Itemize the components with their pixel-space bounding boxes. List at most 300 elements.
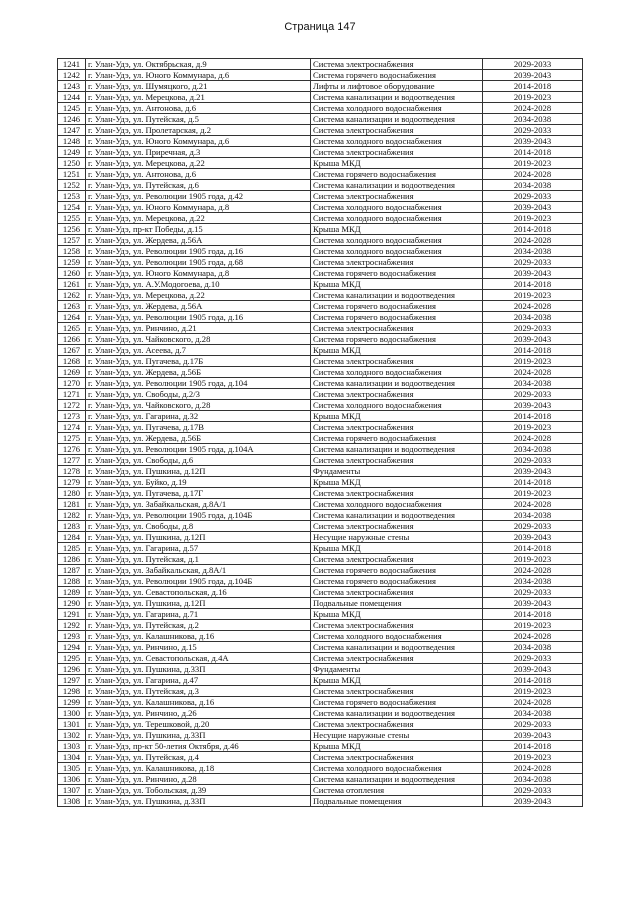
table-row [58, 224, 583, 235]
table-row [58, 180, 583, 191]
repair-period-cell: 2039-2043 [483, 598, 583, 609]
repair-period-cell: 2019-2023 [483, 488, 583, 499]
row-number-cell: 1296 [58, 664, 86, 675]
repair-period-cell: 2014-2018 [483, 279, 583, 290]
building-system-cell: Система электроснабжения [311, 587, 483, 598]
address-cell: г. Улан-Удэ, ул. Путейская, д.1 [86, 554, 311, 565]
row-number-cell: 1245 [58, 103, 86, 114]
building-system-cell: Система горячего водоснабжения [311, 301, 483, 312]
building-system-cell: Система электроснабжения [311, 191, 483, 202]
address-cell: г. Улан-Удэ, ул. Юного Коммунара, д.6 [86, 136, 311, 147]
table-row [58, 70, 583, 81]
repair-period-cell: 2029-2033 [483, 719, 583, 730]
building-system-cell: Система электроснабжения [311, 455, 483, 466]
table-row [58, 488, 583, 499]
repair-period-cell: 2029-2033 [483, 587, 583, 598]
address-cell: г. Улан-Удэ, ул. Пушкина, д.33П [86, 664, 311, 675]
repair-period-cell: 2019-2023 [483, 356, 583, 367]
row-number-cell: 1304 [58, 752, 86, 763]
row-number-cell: 1285 [58, 543, 86, 554]
repair-period-cell: 2039-2043 [483, 202, 583, 213]
address-cell: г. Улан-Удэ, ул. Путейская, д.5 [86, 114, 311, 125]
repair-period-cell: 2034-2038 [483, 114, 583, 125]
address-cell: г. Улан-Удэ, ул. Революции 1905 года, д.104А [86, 444, 311, 455]
repair-period-cell: 2014-2018 [483, 543, 583, 554]
table-row [58, 257, 583, 268]
row-number-cell: 1242 [58, 70, 86, 81]
row-number-cell: 1291 [58, 609, 86, 620]
table-row [58, 708, 583, 719]
row-number-cell: 1247 [58, 125, 86, 136]
address-cell: г. Улан-Удэ, ул. Жердева, д.56Б [86, 433, 311, 444]
address-cell: г. Улан-Удэ, ул. Гагарина, д.71 [86, 609, 311, 620]
table-row [58, 796, 583, 807]
building-system-cell: Система горячего водоснабжения [311, 169, 483, 180]
building-system-cell: Крыша МКД [311, 224, 483, 235]
repair-period-cell: 2029-2033 [483, 389, 583, 400]
building-system-cell: Система канализации и водоотведения [311, 180, 483, 191]
repair-period-cell: 2039-2043 [483, 70, 583, 81]
table-row [58, 565, 583, 576]
building-system-cell: Система холодного водоснабжения [311, 400, 483, 411]
table-row [58, 675, 583, 686]
repair-period-cell: 2014-2018 [483, 147, 583, 158]
building-system-cell: Система электроснабжения [311, 554, 483, 565]
building-system-cell: Система канализации и водоотведения [311, 378, 483, 389]
table-row [58, 246, 583, 257]
repair-period-cell: 2039-2043 [483, 334, 583, 345]
row-number-cell: 1274 [58, 422, 86, 433]
building-system-cell: Лифты и лифтовое оборудование [311, 81, 483, 92]
building-system-cell: Фундаменты [311, 664, 483, 675]
repair-period-cell: 2024-2028 [483, 367, 583, 378]
row-number-cell: 1300 [58, 708, 86, 719]
table-body [58, 59, 583, 807]
row-number-cell: 1273 [58, 411, 86, 422]
address-cell: г. Улан-Удэ, ул. Юного Коммунара, д.6 [86, 70, 311, 81]
row-number-cell: 1284 [58, 532, 86, 543]
row-number-cell: 1263 [58, 301, 86, 312]
building-system-cell: Крыша МКД [311, 675, 483, 686]
building-system-cell: Система электроснабжения [311, 653, 483, 664]
building-system-cell: Крыша МКД [311, 477, 483, 488]
address-cell: г. Улан-Удэ, ул. Забайкальская, д.8А/1 [86, 565, 311, 576]
building-system-cell: Система горячего водоснабжения [311, 70, 483, 81]
row-number-cell: 1275 [58, 433, 86, 444]
row-number-cell: 1255 [58, 213, 86, 224]
address-cell: г. Улан-Удэ, ул. Пушкина, д.12П [86, 598, 311, 609]
table-row [58, 466, 583, 477]
address-cell: г. Улан-Удэ, ул. Революции 1905 года, д.68 [86, 257, 311, 268]
repair-period-cell: 2014-2018 [483, 675, 583, 686]
repair-period-cell: 2024-2028 [483, 565, 583, 576]
building-system-cell: Система электроснабжения [311, 488, 483, 499]
repair-period-cell: 2034-2038 [483, 246, 583, 257]
repair-period-cell: 2024-2028 [483, 631, 583, 642]
repair-period-cell: 2014-2018 [483, 741, 583, 752]
address-cell: г. Улан-Удэ, ул. Юного Коммунара, д.8 [86, 202, 311, 213]
row-number-cell: 1278 [58, 466, 86, 477]
table-row [58, 477, 583, 488]
building-system-cell: Несущие наружные стены [311, 730, 483, 741]
repair-period-cell: 2029-2033 [483, 59, 583, 70]
building-system-cell: Система электроснабжения [311, 686, 483, 697]
row-number-cell: 1301 [58, 719, 86, 730]
address-cell: г. Улан-Удэ, ул. Путейская, д.3 [86, 686, 311, 697]
address-cell: г. Улан-Удэ, ул. Жердева, д.56А [86, 235, 311, 246]
row-number-cell: 1290 [58, 598, 86, 609]
table-row [58, 290, 583, 301]
repair-period-cell: 2034-2038 [483, 642, 583, 653]
row-number-cell: 1303 [58, 741, 86, 752]
address-cell: г. Улан-Удэ, ул. Революции 1905 года, д.16 [86, 246, 311, 257]
address-cell: г. Улан-Удэ, ул. Революции 1905 года, д.16 [86, 312, 311, 323]
table-row [58, 774, 583, 785]
building-system-cell: Система канализации и водоотведения [311, 510, 483, 521]
row-number-cell: 1307 [58, 785, 86, 796]
table-row [58, 631, 583, 642]
address-cell: г. Улан-Удэ, ул. Юного Коммунара, д.8 [86, 268, 311, 279]
building-system-cell: Система горячего водоснабжения [311, 576, 483, 587]
table-row [58, 125, 583, 136]
table-row [58, 59, 583, 70]
row-number-cell: 1269 [58, 367, 86, 378]
table-row [58, 532, 583, 543]
address-cell: г. Улан-Удэ, ул. Свободы, д.6 [86, 455, 311, 466]
building-system-cell: Система электроснабжения [311, 521, 483, 532]
row-number-cell: 1293 [58, 631, 86, 642]
repair-period-cell: 2029-2033 [483, 521, 583, 532]
address-cell: г. Улан-Удэ, ул. Приречная, д.3 [86, 147, 311, 158]
row-number-cell: 1295 [58, 653, 86, 664]
address-cell: г. Улан-Удэ, ул. Пушкина, д.12П [86, 466, 311, 477]
repair-period-cell: 2034-2038 [483, 510, 583, 521]
address-cell: г. Улан-Удэ, ул. Пушкина, д.12П [86, 532, 311, 543]
building-system-cell: Крыша МКД [311, 345, 483, 356]
building-system-cell: Система холодного водоснабжения [311, 246, 483, 257]
repair-period-cell: 2019-2023 [483, 158, 583, 169]
building-system-cell: Система электроснабжения [311, 257, 483, 268]
address-cell: г. Улан-Удэ, ул. Революции 1905 года, д.42 [86, 191, 311, 202]
address-cell: г. Улан-Удэ, ул. Гагарина, д.57 [86, 543, 311, 554]
building-system-cell: Система электроснабжения [311, 422, 483, 433]
repair-period-cell: 2034-2038 [483, 774, 583, 785]
row-number-cell: 1241 [58, 59, 86, 70]
table-row [58, 763, 583, 774]
repair-period-cell: 2034-2038 [483, 576, 583, 587]
table-row [58, 719, 583, 730]
address-cell: г. Улан-Удэ, ул. Октябрьская, д.9 [86, 59, 311, 70]
address-cell: г. Улан-Удэ, ул. Пугачева, д.17Б [86, 356, 311, 367]
repair-period-cell: 2029-2033 [483, 455, 583, 466]
address-cell: г. Улан-Удэ, ул. Чайковского, д.28 [86, 334, 311, 345]
building-system-cell: Система канализации и водоотведения [311, 444, 483, 455]
row-number-cell: 1268 [58, 356, 86, 367]
building-system-cell: Крыша МКД [311, 158, 483, 169]
repair-period-cell: 2039-2043 [483, 730, 583, 741]
repair-period-cell: 2019-2023 [483, 752, 583, 763]
row-number-cell: 1289 [58, 587, 86, 598]
building-system-cell: Крыша МКД [311, 411, 483, 422]
table-row [58, 191, 583, 202]
building-system-cell: Система электроснабжения [311, 323, 483, 334]
table-row [58, 785, 583, 796]
table-row [58, 576, 583, 587]
row-number-cell: 1254 [58, 202, 86, 213]
table-row [58, 268, 583, 279]
address-cell: г. Улан-Удэ, пр-кт Победы, д.15 [86, 224, 311, 235]
building-system-cell: Система канализации и водоотведения [311, 708, 483, 719]
building-system-cell: Система горячего водоснабжения [311, 268, 483, 279]
building-system-cell: Система холодного водоснабжения [311, 499, 483, 510]
address-cell: г. Улан-Удэ, ул. Путейская, д.6 [86, 180, 311, 191]
table-row [58, 92, 583, 103]
table-row [58, 334, 583, 345]
repair-period-cell: 2024-2028 [483, 235, 583, 246]
row-number-cell: 1257 [58, 235, 86, 246]
repair-period-cell: 2029-2033 [483, 257, 583, 268]
row-number-cell: 1249 [58, 147, 86, 158]
building-system-cell: Система электроснабжения [311, 752, 483, 763]
row-number-cell: 1294 [58, 642, 86, 653]
address-cell: г. Улан-Удэ, ул. Мерецкова, д.22 [86, 213, 311, 224]
table-row [58, 455, 583, 466]
repair-period-cell: 2039-2043 [483, 796, 583, 807]
row-number-cell: 1283 [58, 521, 86, 532]
table-row [58, 81, 583, 92]
repair-period-cell: 2014-2018 [483, 345, 583, 356]
building-system-cell: Система канализации и водоотведения [311, 290, 483, 301]
table-row [58, 554, 583, 565]
address-cell: г. Улан-Удэ, ул. Революции 1905 года, д.104Б [86, 576, 311, 587]
row-number-cell: 1276 [58, 444, 86, 455]
row-number-cell: 1306 [58, 774, 86, 785]
row-number-cell: 1272 [58, 400, 86, 411]
table-row [58, 752, 583, 763]
row-number-cell: 1258 [58, 246, 86, 257]
row-number-cell: 1287 [58, 565, 86, 576]
repair-period-cell: 2019-2023 [483, 213, 583, 224]
table-row [58, 422, 583, 433]
repair-period-cell: 2014-2018 [483, 477, 583, 488]
repair-period-cell: 2039-2043 [483, 136, 583, 147]
building-system-cell: Система холодного водоснабжения [311, 763, 483, 774]
repair-period-cell: 2019-2023 [483, 686, 583, 697]
table-row [58, 147, 583, 158]
repair-period-cell: 2024-2028 [483, 763, 583, 774]
table-row [58, 664, 583, 675]
repair-period-cell: 2024-2028 [483, 697, 583, 708]
building-system-cell: Система горячего водоснабжения [311, 433, 483, 444]
building-system-cell: Система горячего водоснабжения [311, 565, 483, 576]
table-row [58, 389, 583, 400]
address-cell: г. Улан-Удэ, ул. Революции 1905 года, д.104 [86, 378, 311, 389]
address-cell: г. Улан-Удэ, ул. Жердева, д.56А [86, 301, 311, 312]
address-cell: г. Улан-Удэ, ул. Путейская, д.2 [86, 620, 311, 631]
address-cell: г. Улан-Удэ, ул. Калашникова, д.18 [86, 763, 311, 774]
table-row [58, 609, 583, 620]
address-cell: г. Улан-Удэ, ул. Пугачева, д.17В [86, 422, 311, 433]
table-row [58, 323, 583, 334]
repair-period-cell: 2014-2018 [483, 411, 583, 422]
address-cell: г. Улан-Удэ, ул. Свободы, д.2/3 [86, 389, 311, 400]
table-row [58, 301, 583, 312]
repair-period-cell: 2014-2018 [483, 609, 583, 620]
repair-period-cell: 2034-2038 [483, 708, 583, 719]
address-cell: г. Улан-Удэ, ул. Путейская, д.4 [86, 752, 311, 763]
table-row [58, 345, 583, 356]
table-row [58, 367, 583, 378]
table-row [58, 114, 583, 125]
row-number-cell: 1264 [58, 312, 86, 323]
address-cell: г. Улан-Удэ, ул. Пушкина, д.33П [86, 796, 311, 807]
row-number-cell: 1281 [58, 499, 86, 510]
address-cell: г. Улан-Удэ, ул. Севастопольская, д.16 [86, 587, 311, 598]
building-system-cell: Система электроснабжения [311, 389, 483, 400]
building-system-cell: Несущие наружные стены [311, 532, 483, 543]
building-system-cell: Система холодного водоснабжения [311, 235, 483, 246]
row-number-cell: 1299 [58, 697, 86, 708]
table-row [58, 202, 583, 213]
building-system-cell: Подвальные помещения [311, 796, 483, 807]
repair-period-cell: 2024-2028 [483, 301, 583, 312]
row-number-cell: 1292 [58, 620, 86, 631]
address-cell: г. Улан-Удэ, ул. Ринчино, д.26 [86, 708, 311, 719]
building-system-cell: Система электроснабжения [311, 147, 483, 158]
row-number-cell: 1261 [58, 279, 86, 290]
row-number-cell: 1248 [58, 136, 86, 147]
table-row [58, 235, 583, 246]
row-number-cell: 1246 [58, 114, 86, 125]
row-number-cell: 1279 [58, 477, 86, 488]
page-header: Страница 147 [284, 21, 356, 33]
row-number-cell: 1259 [58, 257, 86, 268]
address-cell: г. Улан-Удэ, ул. Буйко, д.19 [86, 477, 311, 488]
address-cell: г. Улан-Удэ, ул. Жердева, д.56Б [86, 367, 311, 378]
row-number-cell: 1271 [58, 389, 86, 400]
row-number-cell: 1298 [58, 686, 86, 697]
table-row [58, 213, 583, 224]
address-cell: г. Улан-Удэ, ул. Тобольская, д.39 [86, 785, 311, 796]
repair-period-cell: 2039-2043 [483, 532, 583, 543]
repair-period-cell: 2024-2028 [483, 499, 583, 510]
table-row [58, 653, 583, 664]
address-cell: г. Улан-Удэ, ул. Антонова, д.6 [86, 103, 311, 114]
table-row [58, 378, 583, 389]
repair-period-cell: 2039-2043 [483, 466, 583, 477]
table-row [58, 521, 583, 532]
building-system-cell: Система горячего водоснабжения [311, 334, 483, 345]
address-cell: г. Улан-Удэ, ул. Пушкина, д.33П [86, 730, 311, 741]
table-row [58, 587, 583, 598]
address-cell: г. Улан-Удэ, ул. Калашникова, д.16 [86, 631, 311, 642]
row-number-cell: 1243 [58, 81, 86, 92]
table-row [58, 686, 583, 697]
row-number-cell: 1270 [58, 378, 86, 389]
building-system-cell: Подвальные помещения [311, 598, 483, 609]
building-system-cell: Крыша МКД [311, 279, 483, 290]
repair-period-cell: 2034-2038 [483, 378, 583, 389]
row-number-cell: 1305 [58, 763, 86, 774]
row-number-cell: 1260 [58, 268, 86, 279]
table-row [58, 620, 583, 631]
repair-period-cell: 2014-2018 [483, 224, 583, 235]
repair-period-cell: 2029-2033 [483, 653, 583, 664]
building-system-cell: Система холодного водоснабжения [311, 213, 483, 224]
repair-period-cell: 2029-2033 [483, 785, 583, 796]
building-system-cell: Система канализации и водоотведения [311, 774, 483, 785]
address-cell: г. Улан-Удэ, ул. Гагарина, д.32 [86, 411, 311, 422]
row-number-cell: 1282 [58, 510, 86, 521]
address-cell: г. Улан-Удэ, ул. Ринчино, д.21 [86, 323, 311, 334]
address-cell: г. Улан-Удэ, ул. Мерецкова, д.22 [86, 158, 311, 169]
address-cell: г. Улан-Удэ, ул. Свободы, д.8 [86, 521, 311, 532]
building-system-cell: Крыша МКД [311, 543, 483, 554]
address-cell: г. Улан-Удэ, ул. Чайковского, д.28 [86, 400, 311, 411]
table-row [58, 543, 583, 554]
address-cell: г. Улан-Удэ, ул. Асеева, д.7 [86, 345, 311, 356]
address-cell: г. Улан-Удэ, ул. Шумяцкого, д.21 [86, 81, 311, 92]
row-number-cell: 1262 [58, 290, 86, 301]
repair-period-cell: 2024-2028 [483, 169, 583, 180]
repair-period-cell: 2019-2023 [483, 92, 583, 103]
repair-period-cell: 2014-2018 [483, 81, 583, 92]
building-system-cell: Система электроснабжения [311, 356, 483, 367]
table-row [58, 730, 583, 741]
address-cell: г. Улан-Удэ, ул. Забайкальская, д.8А/1 [86, 499, 311, 510]
address-cell: г. Улан-Удэ, ул. Мерецкова, д.22 [86, 290, 311, 301]
repair-period-cell: 2019-2023 [483, 554, 583, 565]
row-number-cell: 1251 [58, 169, 86, 180]
building-system-cell: Система электроснабжения [311, 125, 483, 136]
building-system-cell: Система канализации и водоотведения [311, 114, 483, 125]
table-row [58, 400, 583, 411]
repair-schedule-table [57, 58, 583, 807]
building-system-cell: Крыша МКД [311, 741, 483, 752]
table-row [58, 312, 583, 323]
row-number-cell: 1308 [58, 796, 86, 807]
row-number-cell: 1286 [58, 554, 86, 565]
address-cell: г. Улан-Удэ, ул. Калашникова, д.16 [86, 697, 311, 708]
repair-period-cell: 2034-2038 [483, 180, 583, 191]
row-number-cell: 1288 [58, 576, 86, 587]
table-row [58, 697, 583, 708]
address-cell: г. Улан-Удэ, ул. Пугачева, д.17Г [86, 488, 311, 499]
address-cell: г. Улан-Удэ, ул. Гагарина, д.47 [86, 675, 311, 686]
row-number-cell: 1266 [58, 334, 86, 345]
table-row [58, 279, 583, 290]
building-system-cell: Фундаменты [311, 466, 483, 477]
row-number-cell: 1253 [58, 191, 86, 202]
table-row [58, 136, 583, 147]
building-system-cell: Система канализации и водоотведения [311, 642, 483, 653]
repair-period-cell: 2024-2028 [483, 103, 583, 114]
table-row [58, 356, 583, 367]
address-cell: г. Улан-Удэ, ул. Севастопольская, д.4А [86, 653, 311, 664]
table-row [58, 642, 583, 653]
address-cell: г. Улан-Удэ, ул. Антонова, д.6 [86, 169, 311, 180]
table-row [58, 598, 583, 609]
row-number-cell: 1256 [58, 224, 86, 235]
table-row [58, 158, 583, 169]
building-system-cell: Система электроснабжения [311, 719, 483, 730]
table-row [58, 510, 583, 521]
building-system-cell: Система холодного водоснабжения [311, 631, 483, 642]
building-system-cell: Система электроснабжения [311, 620, 483, 631]
building-system-cell: Система холодного водоснабжения [311, 202, 483, 213]
repair-period-cell: 2034-2038 [483, 312, 583, 323]
repair-period-cell: 2029-2033 [483, 323, 583, 334]
